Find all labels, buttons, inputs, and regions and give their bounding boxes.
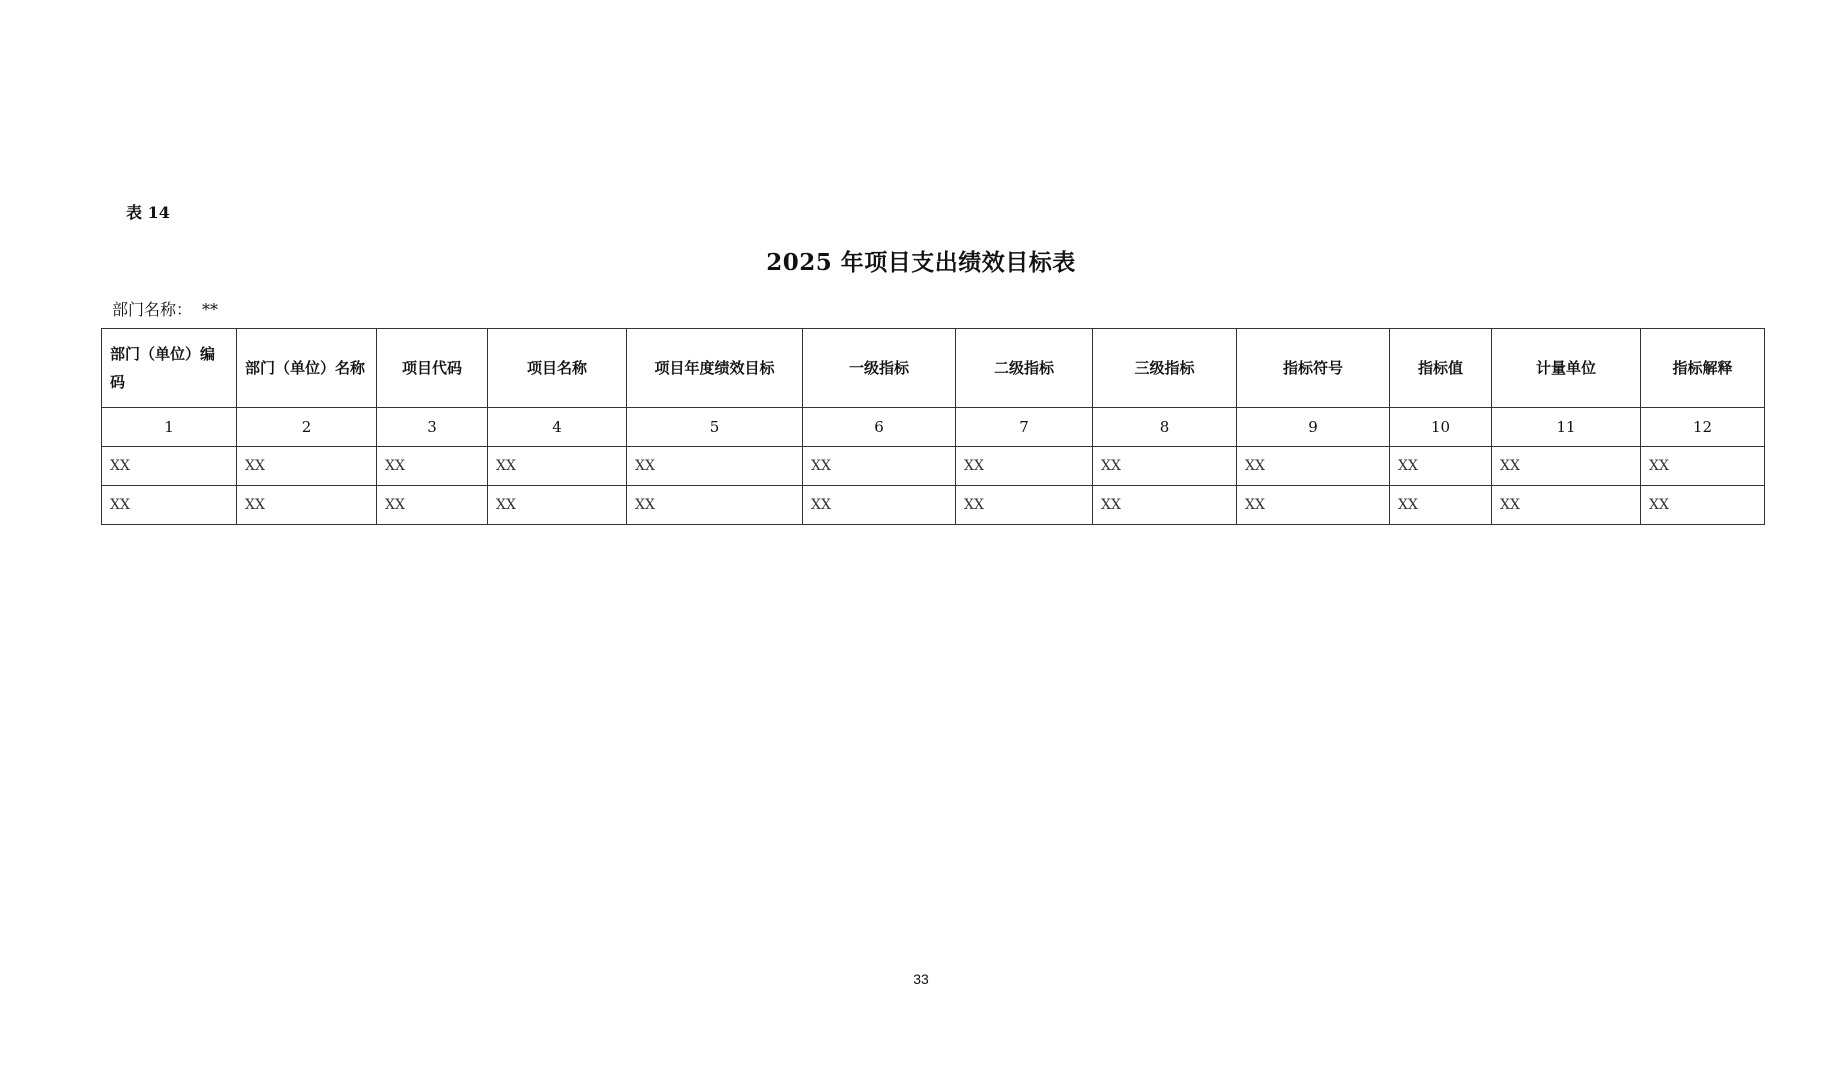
column-number: 3 <box>377 408 488 447</box>
header-cell-explanation: 指标解释 <box>1641 329 1765 408</box>
table-cell: XX <box>1390 447 1492 486</box>
table-cell: XX <box>488 447 627 486</box>
table-cell: XX <box>237 447 377 486</box>
column-number: 6 <box>803 408 956 447</box>
column-number-row <box>102 408 1765 447</box>
table-cell: XX <box>956 486 1093 525</box>
table-cell: XX <box>237 486 377 525</box>
page-number: 33 <box>913 971 929 987</box>
table-cell: XX <box>1237 486 1390 525</box>
column-number: 5 <box>627 408 803 447</box>
table-cell: XX <box>1093 486 1237 525</box>
header-row <box>102 329 1765 408</box>
table-cell: XX <box>1237 447 1390 486</box>
table-cell: XX <box>377 447 488 486</box>
table-cell: XX <box>1492 486 1641 525</box>
table-cell: XX <box>488 486 627 525</box>
table-cell: XX <box>1492 447 1641 486</box>
column-number: 1 <box>102 408 237 447</box>
table-row <box>102 486 1765 525</box>
column-number: 9 <box>1237 408 1390 447</box>
header-cell-dept-code: 部门（单位）编码 <box>102 329 237 408</box>
header-cell-level3-indicator: 三级指标 <box>1093 329 1237 408</box>
table-row <box>102 447 1765 486</box>
header-cell-project-code: 项目代码 <box>377 329 488 408</box>
column-number: 10 <box>1390 408 1492 447</box>
column-number: 7 <box>956 408 1093 447</box>
table-cell: XX <box>102 447 237 486</box>
table-cell: XX <box>803 447 956 486</box>
header-cell-level2-indicator: 二级指标 <box>956 329 1093 408</box>
header-cell-unit: 计量单位 <box>1492 329 1641 408</box>
header-cell-indicator-symbol: 指标符号 <box>1237 329 1390 408</box>
header-cell-level1-indicator: 一级指标 <box>803 329 956 408</box>
department-label: 部门名称： <box>112 300 193 319</box>
table-cell: XX <box>1390 486 1492 525</box>
table-cell: XX <box>1641 486 1765 525</box>
table-cell: XX <box>377 486 488 525</box>
table-cell: XX <box>1093 447 1237 486</box>
column-number: 8 <box>1093 408 1237 447</box>
page-title: 2025 年项目支出绩效目标表 <box>766 249 1076 276</box>
department-line <box>112 297 218 320</box>
table-cell: XX <box>627 486 803 525</box>
table-cell: XX <box>102 486 237 525</box>
table-cell: XX <box>1641 447 1765 486</box>
header-cell-dept-name: 部门（单位）名称 <box>237 329 377 408</box>
table-cell: XX <box>803 486 956 525</box>
header-cell-annual-target: 项目年度绩效目标 <box>627 329 803 408</box>
table-cell: XX <box>956 447 1093 486</box>
column-number: 12 <box>1641 408 1765 447</box>
column-number: 11 <box>1492 408 1641 447</box>
column-number: 4 <box>488 408 627 447</box>
performance-target-table <box>101 328 1765 525</box>
header-cell-project-name: 项目名称 <box>488 329 627 408</box>
column-number: 2 <box>237 408 377 447</box>
department-value: ** <box>202 300 219 319</box>
header-cell-indicator-value: 指标值 <box>1390 329 1492 408</box>
table-cell: XX <box>627 447 803 486</box>
table-label: 表 14 <box>126 203 170 222</box>
